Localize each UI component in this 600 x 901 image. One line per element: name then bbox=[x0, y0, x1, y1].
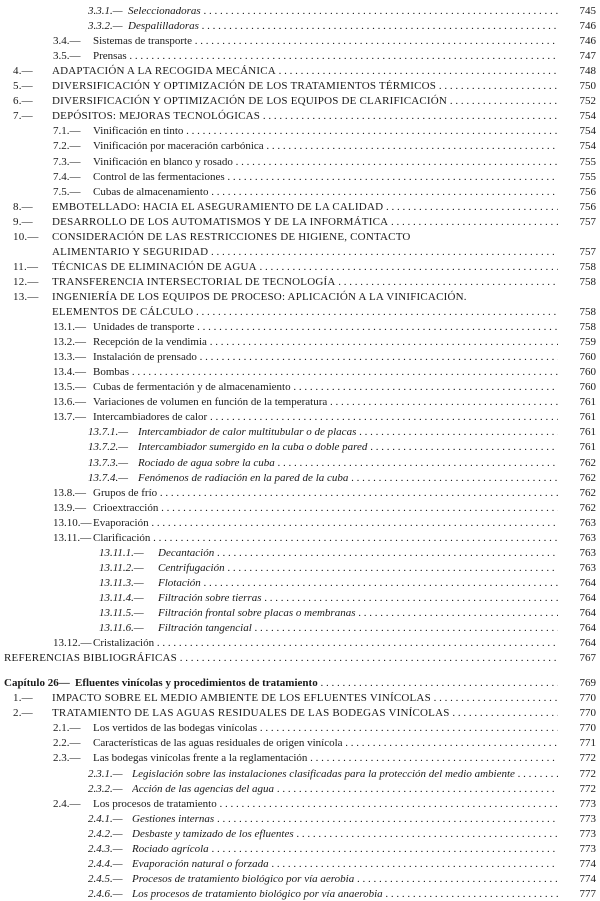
toc-entry-page-number: 761 bbox=[579, 441, 596, 454]
toc-entry-number: 2.4.4.— bbox=[88, 857, 123, 870]
toc-entry-page-number: 754 bbox=[579, 125, 596, 138]
toc-entry-number: 2.3.— bbox=[53, 752, 81, 765]
toc-entry bbox=[0, 812, 600, 826]
toc-entry-page-number: 754 bbox=[579, 140, 596, 153]
toc-entry-title: Despalilladoras . . . bbox=[128, 19, 558, 33]
toc-entry bbox=[0, 782, 600, 796]
toc-entry-page-number: 773 bbox=[579, 827, 596, 840]
toc-entry-page-number: 770 bbox=[579, 707, 596, 720]
toc-entry-title: Filtración tangencial . . . bbox=[158, 621, 558, 635]
toc-entry bbox=[0, 124, 600, 138]
toc-entry-title: DESARROLLO DE LOS AUTOMATISMOS Y DE LA INFORMÁTICA . . . bbox=[52, 215, 558, 229]
toc-entry-title: Evaporación natural o forzada . . . bbox=[132, 857, 558, 871]
toc-entry bbox=[0, 350, 600, 364]
toc-entry-number: 5.— bbox=[13, 80, 33, 93]
toc-entry-page-number: 756 bbox=[579, 185, 596, 198]
toc-entry-title: Evaporación . . . bbox=[93, 516, 558, 530]
toc-entry bbox=[0, 94, 600, 108]
toc-entry-number: 13.5.— bbox=[53, 381, 86, 394]
toc-entry-page-number: 748 bbox=[579, 65, 596, 78]
toc-entry-number: 13.11.— bbox=[53, 531, 92, 544]
toc-entry-number: 13.7.2.— bbox=[88, 441, 129, 454]
toc-entry-page-number: 755 bbox=[579, 170, 596, 183]
toc-entry-title: Rociado de agua sobre la cuba . . . bbox=[138, 456, 558, 470]
toc-entry-page-number: 764 bbox=[579, 591, 596, 604]
toc-entry bbox=[0, 440, 600, 454]
toc-entry-title: Los procesos de tratamiento biológico por vía anaerobia . . . bbox=[132, 887, 558, 901]
toc-entry-number: 7.2.— bbox=[53, 140, 81, 153]
toc-entry-title: DIVERSIFICACIÓN Y OPTIMIZACIÓN DE LOS TRATAMIENTOS TÉRMICOS . . . bbox=[52, 79, 558, 93]
toc-entry-number: 13.11.4.— bbox=[99, 591, 144, 604]
toc-entry bbox=[0, 260, 600, 274]
toc-entry-title: TÉCNICAS DE ELIMINACIÓN DE AGUA . . . bbox=[52, 260, 558, 274]
toc-entry bbox=[0, 215, 600, 229]
toc-entry-number: 2.3.1.— bbox=[88, 767, 123, 780]
toc-entry bbox=[0, 380, 600, 394]
toc-entry-title: INGENIERÍA DE LOS EQUIPOS DE PROCESO: APLICACIÓN A LA VINIFICACIÓN. bbox=[52, 290, 467, 303]
toc-entry-page-number: 762 bbox=[579, 456, 596, 469]
toc-entry-page-number: 761 bbox=[579, 396, 596, 409]
toc-entry bbox=[0, 621, 600, 635]
toc-entry-title: Bombas . . . bbox=[93, 365, 558, 379]
toc-entry bbox=[0, 170, 600, 184]
toc-entry-number: 13.11.5.— bbox=[99, 607, 144, 619]
toc-entry-page-number: 757 bbox=[579, 245, 596, 258]
toc-entry-title: Gestiones internas . . . bbox=[132, 812, 558, 826]
toc-entry-title: Filtración sobre tierras . . . bbox=[158, 591, 558, 605]
toc-entry-page-number: 764 bbox=[579, 622, 596, 635]
toc-entry-page-number: 745 bbox=[579, 5, 596, 17]
toc-entry-title: ELEMENTOS DE CÁLCULO . . . bbox=[52, 305, 558, 319]
toc-entry-title: Las bodegas vinícolas frente a la reglamentación . . . bbox=[93, 751, 558, 765]
toc-entry-title: Cristalización . . . bbox=[93, 636, 558, 650]
toc-entry-page-number: 771 bbox=[579, 737, 596, 750]
toc-entry-page-number: 746 bbox=[579, 20, 596, 33]
toc-entry-title: Vinificación por maceración carbónica . . . bbox=[93, 139, 558, 153]
toc-entry-title: Centrifugación . . . bbox=[158, 561, 558, 575]
toc-entry-number: 10.— bbox=[13, 230, 39, 243]
toc-entry-number: 13.6.— bbox=[53, 396, 86, 409]
toc-entry-number: 13.— bbox=[13, 290, 39, 303]
toc-entry-title: Clarificación . . . bbox=[93, 531, 558, 545]
toc-entry-page-number: 762 bbox=[579, 501, 596, 514]
toc-entry-title: Intercambiadores de calor . . . bbox=[93, 410, 558, 424]
toc-entry-title: Recepción de la vendimia . . . bbox=[93, 335, 558, 349]
toc-entry-page-number: 772 bbox=[579, 752, 596, 765]
toc-entry-number: 13.7.3.— bbox=[88, 456, 129, 469]
toc-entry-page-number: 774 bbox=[579, 872, 596, 885]
toc-entry bbox=[0, 185, 600, 199]
toc-entry-number: 2.4.2.— bbox=[88, 827, 123, 840]
toc-entry-title: Los procesos de tratamiento . . . bbox=[93, 797, 558, 811]
toc-entry bbox=[0, 49, 600, 63]
toc-entry-number: 13.12.— bbox=[53, 637, 92, 650]
toc-entry-page-number: 764 bbox=[579, 576, 596, 589]
toc-entry-title: Vinificación en blanco y rosado . . . bbox=[93, 155, 558, 169]
toc-entry-page-number: 770 bbox=[579, 692, 596, 705]
toc-entry bbox=[0, 305, 600, 319]
toc-entry-page-number: 762 bbox=[579, 486, 596, 499]
toc-entry-number: 2.— bbox=[13, 707, 33, 720]
toc-entry bbox=[0, 245, 600, 259]
toc-entry bbox=[0, 857, 600, 871]
toc-entry-page-number: 764 bbox=[579, 637, 596, 650]
toc-entry-page-number: 760 bbox=[579, 366, 596, 379]
toc-entry-page-number: 769 bbox=[579, 677, 596, 690]
toc-entry-page-number: 755 bbox=[579, 155, 596, 168]
toc-entry-number: 3.3.2.— bbox=[88, 20, 123, 33]
toc-entry-title: Cubas de almacenamiento . . . bbox=[93, 185, 558, 199]
toc-entry bbox=[0, 155, 600, 169]
toc-entry-title: IMPACTO SOBRE EL MEDIO AMBIENTE DE LOS EFLUENTES VINÍCOLAS . . . bbox=[52, 691, 558, 705]
toc-entry-number: 7.5.— bbox=[53, 185, 81, 198]
toc-entry bbox=[0, 200, 600, 214]
toc-entry-page-number: 757 bbox=[579, 215, 596, 228]
toc-entry-page-number: 758 bbox=[579, 275, 596, 288]
toc-entry-number: 13.7.4.— bbox=[88, 471, 129, 484]
toc-entry-number: 7.4.— bbox=[53, 170, 81, 183]
toc-entry-title: Sistemas de transporte . . . bbox=[93, 34, 558, 48]
toc-entry-title: Los vertidos de las bodegas vinícolas . . . bbox=[93, 721, 558, 735]
toc-entry bbox=[0, 872, 600, 886]
toc-entry bbox=[0, 365, 600, 379]
toc-entry-number: 13.1.— bbox=[53, 321, 86, 334]
toc-entry bbox=[0, 335, 600, 349]
toc-entry-number: 2.4.6.— bbox=[88, 887, 123, 900]
toc-entry-title: Unidades de transporte . . . bbox=[93, 320, 558, 334]
toc-entry-title: Legislación sobre las instalaciones clasificadas para la protección del medio ambiente . . . bbox=[132, 767, 558, 781]
toc-entry-title: Cubas de fermentación y de almacenamiento . . . bbox=[93, 380, 558, 394]
toc-entry bbox=[0, 139, 600, 153]
toc-entry-page-number: 763 bbox=[579, 516, 596, 529]
toc-entry-title: Desbaste y tamizado de los efluentes . . . bbox=[132, 827, 558, 841]
toc-entry-title: TRATAMIENTO DE LAS AGUAS RESIDUALES DE LAS BODEGAS VINÍCOLAS . . . bbox=[52, 706, 558, 720]
toc-entry bbox=[0, 651, 600, 665]
toc-entry bbox=[0, 591, 600, 605]
toc-entry bbox=[0, 19, 600, 33]
toc-entry-page-number: 756 bbox=[579, 200, 596, 213]
toc-entry-title: TRANSFERENCIA INTERSECTORIAL DE TECNOLOGÍA . . . bbox=[52, 275, 558, 289]
toc-entry-title: CONSIDERACIÓN DE LAS RESTRICCIONES DE HIGIENE, CONTACTO bbox=[52, 230, 411, 243]
toc-entry bbox=[0, 471, 600, 485]
toc-entry-number: 2.4.1.— bbox=[88, 812, 123, 825]
toc-entry-title: Prensas . . . bbox=[93, 49, 558, 63]
toc-entry bbox=[0, 561, 600, 575]
toc-entry-number: 12.— bbox=[13, 275, 39, 288]
toc-entry bbox=[0, 676, 600, 690]
toc-entry bbox=[0, 456, 600, 470]
toc-entry bbox=[0, 230, 600, 244]
toc-entry-title: Control de las fermentaciones . . . bbox=[93, 170, 558, 184]
toc-entry-number: 13.7.1.— bbox=[88, 426, 129, 439]
toc-entry-page-number: 764 bbox=[579, 607, 596, 619]
toc-entry bbox=[0, 706, 600, 720]
toc-entry-page-number: 760 bbox=[579, 381, 596, 394]
toc-entry-page-number: 773 bbox=[579, 812, 596, 825]
toc-entry-number: 2.4.— bbox=[53, 797, 81, 810]
toc-entry-page-number: 747 bbox=[579, 50, 596, 63]
toc-entry bbox=[0, 576, 600, 590]
toc-entry-number: 13.3.— bbox=[53, 351, 86, 364]
toc-entry bbox=[0, 34, 600, 48]
toc-entry-page-number: 762 bbox=[579, 471, 596, 484]
toc-entry bbox=[0, 721, 600, 735]
toc-entry-page-number: 774 bbox=[579, 857, 596, 870]
toc-entry-page-number: 754 bbox=[579, 110, 596, 123]
toc-entry-number: 13.11.2.— bbox=[99, 561, 144, 574]
toc-entry bbox=[0, 751, 600, 765]
toc-entry bbox=[0, 395, 600, 409]
toc-entry bbox=[0, 425, 600, 439]
toc-entry-title: Filtración frontal sobre placas o membranas . . . bbox=[158, 606, 558, 620]
toc-entry-number: 2.4.5.— bbox=[88, 872, 123, 885]
toc-entry-number: 3.3.1.— bbox=[88, 5, 123, 17]
toc-entry-page-number: 746 bbox=[579, 35, 596, 48]
toc-entry-number: 13.11.6.— bbox=[99, 622, 144, 635]
toc-entry-title: Decantación . . . bbox=[158, 546, 558, 560]
toc-entry bbox=[0, 290, 600, 304]
toc-entry-page-number: 759 bbox=[579, 336, 596, 349]
toc-entry-title: Flotación . . . bbox=[158, 576, 558, 590]
toc-entry-page-number: 761 bbox=[579, 426, 596, 439]
toc-entry-number: 13.2.— bbox=[53, 336, 86, 349]
toc-entry-number: 13.11.3.— bbox=[99, 576, 144, 589]
toc-entry-title: Características de las aguas residuales de origen vinícola . . . bbox=[93, 736, 558, 750]
toc-entry-number: 2.3.2.— bbox=[88, 782, 123, 795]
toc-entry-number: 2.2.— bbox=[53, 737, 81, 750]
toc-entry-number: 9.— bbox=[13, 215, 33, 228]
toc-entry-title: Grupos de frío . . . bbox=[93, 486, 558, 500]
toc-entry bbox=[0, 797, 600, 811]
toc-entry-title: Instalación de prensado . . . bbox=[93, 350, 558, 364]
toc-entry-number: 13.8.— bbox=[53, 486, 86, 499]
toc-entry bbox=[0, 501, 600, 515]
toc-entry-number: 2.1.— bbox=[53, 722, 81, 735]
toc-entry-page-number: 760 bbox=[579, 351, 596, 364]
toc-entry-number: 7.— bbox=[13, 110, 33, 123]
toc-entry bbox=[0, 546, 600, 560]
toc-entry bbox=[0, 516, 600, 530]
toc-entry-number: 8.— bbox=[13, 200, 33, 213]
toc-entry bbox=[0, 64, 600, 78]
toc-entry bbox=[0, 767, 600, 781]
toc-entry bbox=[0, 275, 600, 289]
toc-entry bbox=[0, 79, 600, 93]
toc-entry bbox=[0, 887, 600, 901]
toc-entry bbox=[0, 606, 600, 620]
toc-entry-title: Acción de las agencias del agua . . . bbox=[132, 782, 558, 796]
toc-entry-number: Capítulo 26— bbox=[4, 677, 70, 690]
toc-entry-title: Efluentes vinícolas y procedimientos de tratamiento . . . bbox=[75, 676, 558, 690]
toc-entry-page-number: 767 bbox=[579, 652, 596, 665]
toc-entry-title: Fenómenos de radiación en la pared de la cuba . . . bbox=[138, 471, 558, 485]
toc-entry-page-number: 752 bbox=[579, 95, 596, 108]
toc-entry-page-number: 761 bbox=[579, 411, 596, 424]
toc-entry bbox=[0, 486, 600, 500]
toc-entry-title: ADAPTACIÓN A LA RECOGIDA MECÁNICA . . . bbox=[52, 64, 558, 78]
toc-entry-number: 4.— bbox=[13, 65, 33, 78]
toc-entry-number: 13.7.— bbox=[53, 411, 86, 424]
toc-entry bbox=[0, 636, 600, 650]
toc-entry-title: Variaciones de volumen en función de la temperatura . . . bbox=[93, 395, 558, 409]
toc-entry bbox=[0, 827, 600, 841]
toc-entry-page-number: 772 bbox=[579, 782, 596, 795]
toc-entry-title: Intercambiador de calor multitubular o de placas . . . bbox=[138, 425, 558, 439]
toc-entry-page-number: 758 bbox=[579, 321, 596, 334]
toc-entry-title: Rociado agrícola . . . bbox=[132, 842, 558, 856]
toc-entry-page-number: 773 bbox=[579, 797, 596, 810]
toc-entry-title: Seleccionadoras . . . bbox=[128, 4, 558, 18]
toc-entry-number: 13.9.— bbox=[53, 501, 86, 514]
toc-entry-page-number: 758 bbox=[579, 306, 596, 318]
toc-entry-title: DEPÓSITOS: MEJORAS TECNOLÓGICAS . . . bbox=[52, 109, 558, 123]
toc-entry-title: Crioextracción . . . bbox=[93, 501, 558, 515]
toc-entry-page-number: 777 bbox=[579, 887, 596, 900]
toc-entry-number: 7.3.— bbox=[53, 155, 81, 168]
toc-entry bbox=[0, 691, 600, 705]
toc-entry-number: 6.— bbox=[13, 95, 33, 108]
toc-entry bbox=[0, 410, 600, 424]
toc-entry-title: REFERENCIAS BIBLIOGRÁFICAS . . . bbox=[4, 651, 558, 665]
toc-entry bbox=[0, 736, 600, 750]
toc-entry bbox=[0, 4, 600, 18]
toc-entry-page-number: 763 bbox=[579, 561, 596, 574]
toc-entry-title: ALIMENTARIO Y SEGURIDAD . . . bbox=[52, 245, 558, 259]
toc-entry-number: 7.1.— bbox=[53, 125, 81, 138]
toc-entry-number: 3.5.— bbox=[53, 50, 81, 63]
toc-entry-page-number: 772 bbox=[579, 767, 596, 780]
toc-entry bbox=[0, 320, 600, 334]
toc-entry-number: 1.— bbox=[13, 692, 33, 705]
toc-entry-page-number: 773 bbox=[579, 842, 596, 855]
toc-entry-title: Intercambiador sumergido en la cuba o doble pared . . . bbox=[138, 440, 558, 454]
toc-entry-number: 2.4.3.— bbox=[88, 842, 123, 855]
toc-entry-page-number: 758 bbox=[579, 260, 596, 273]
toc-entry-number: 13.10.— bbox=[53, 516, 92, 529]
toc-entry bbox=[0, 109, 600, 123]
toc-entry-title: EMBOTELLADO: HACIA EL ASEGURAMIENTO DE LA CALIDAD . . . bbox=[52, 200, 558, 214]
toc-entry-page-number: 750 bbox=[579, 80, 596, 93]
toc-entry-page-number: 770 bbox=[579, 722, 596, 735]
toc-entry-title: Procesos de tratamiento biológico por vía aerobia . . . bbox=[132, 872, 558, 886]
toc-entry-title: Vinificación en tinto . . . bbox=[93, 124, 558, 138]
toc-entry-page-number: 763 bbox=[579, 546, 596, 559]
toc-entry-number: 11.— bbox=[13, 260, 39, 273]
toc-entry-number: 3.4.— bbox=[53, 35, 81, 48]
toc-entry-number: 13.4.— bbox=[53, 366, 86, 379]
toc-entry bbox=[0, 531, 600, 545]
toc-entry-page-number: 763 bbox=[579, 531, 596, 544]
toc-entry-title: DIVERSIFICACIÓN Y OPTIMIZACIÓN DE LOS EQUIPOS DE CLARIFICACIÓN . . . bbox=[52, 94, 558, 108]
toc-entry-number: 13.11.1.— bbox=[99, 546, 144, 559]
